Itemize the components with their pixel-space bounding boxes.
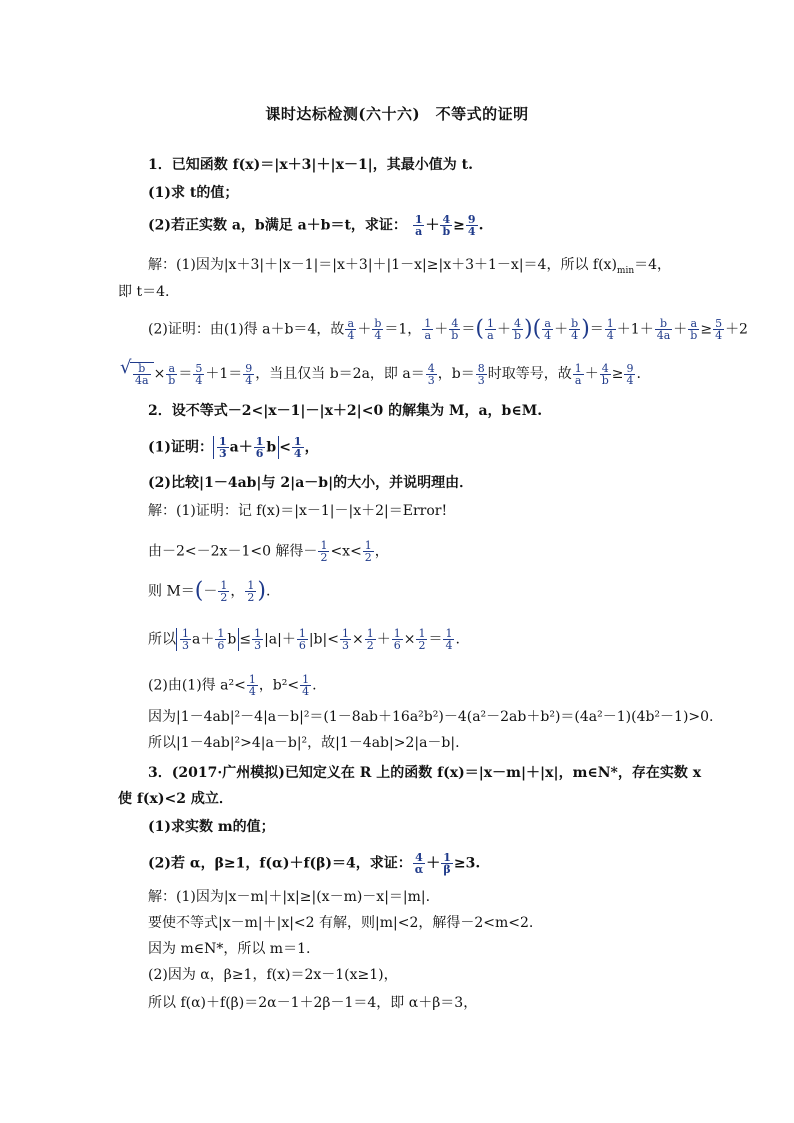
fraction: [422, 318, 433, 341]
math-text: 1: [486, 317, 494, 330]
math-text: 所以: [148, 631, 176, 648]
math-text: b: [601, 373, 609, 387]
q3-stem2: 使 f(x)<2 成立．: [118, 791, 233, 807]
math-text: ≥: [611, 366, 624, 382]
q2-sol7: 所以|1－4ab|²>4|a－b|²，故|1－4ab|>2|a－b|.: [148, 735, 460, 751]
math-text: 4: [467, 225, 476, 238]
fraction: [416, 628, 427, 651]
math-text: 1: [220, 579, 228, 592]
math-text: 1: [182, 627, 189, 640]
math-text: ＝: [178, 366, 193, 382]
math-text: .: [265, 583, 271, 600]
math-text: 1: [414, 213, 423, 226]
math-text: 4: [449, 318, 460, 330]
fraction: [254, 436, 266, 459]
math-text: 1: [445, 627, 453, 640]
q2-stem: 2．设不等式－2<|x－1|－|x＋2|<0 的解集为 M，a，b∈M.: [148, 403, 543, 419]
math-text: 9: [467, 213, 476, 226]
fraction: [345, 318, 356, 341]
fraction: [297, 628, 308, 651]
math-text: 1: [606, 317, 614, 330]
fraction: [365, 628, 376, 651]
fraction: [372, 318, 383, 341]
math-text: ＋: [425, 217, 440, 234]
math-text: min: [616, 265, 635, 276]
math-text: .: [636, 366, 641, 382]
math-text: √ b: [133, 363, 151, 375]
math-text: 2: [418, 639, 426, 652]
math-text: ＋: [554, 321, 569, 338]
math-text: ，b＝: [437, 366, 475, 382]
fraction: [318, 540, 329, 563]
fraction: [655, 318, 673, 341]
fraction: [252, 628, 263, 651]
math-text: 4: [293, 447, 302, 460]
fraction: [247, 674, 258, 697]
math-text: 1: [366, 627, 374, 640]
math-text: (2)若 α，β≥1，f(α)＋f(β)＝4，求证：: [148, 855, 412, 872]
math-text: 3: [254, 639, 262, 652]
math-text: ＋: [496, 321, 511, 338]
fraction: [713, 318, 724, 341]
fraction: [340, 628, 351, 651]
math-text: ＋1＝: [205, 366, 243, 382]
fraction: [215, 628, 226, 651]
frac: [440, 214, 452, 237]
math-text: 8: [477, 361, 485, 375]
math-text: 5: [195, 361, 203, 375]
math-text: 9: [626, 361, 634, 375]
parenthesis: (: [475, 316, 484, 342]
q1-stem: 1．已知函数 f(x)＝|x＋3|＋|x－1|，其最小值为 t.: [148, 157, 473, 173]
q3-sol2: 要使不等式|x－m|＋|x|<2 有解，则|m|<2，解得－2<m<2.: [148, 915, 534, 931]
math-text: 3: [182, 639, 189, 652]
math-text: ＋1＋: [616, 321, 654, 338]
math-text: ＝4，: [634, 257, 672, 273]
math-text: 1: [320, 539, 328, 552]
math-text: ＝1，: [384, 321, 422, 338]
q1-sol1: [148, 256, 671, 280]
math-text: (1)证明：: [148, 439, 213, 456]
q2-sol5: [148, 674, 317, 697]
fraction: [133, 363, 151, 386]
math-text: .: [455, 631, 460, 648]
math-text: －: [203, 583, 218, 600]
frac: [466, 214, 478, 237]
math-text: 6: [393, 639, 401, 652]
math-text: 4: [195, 373, 203, 387]
q1-part1: (1)求 t的值；: [148, 185, 239, 201]
fraction: [363, 540, 374, 563]
math-text: 2: [247, 591, 255, 604]
q3-part1: (1)求实数 m的值；: [148, 819, 275, 835]
page-title: 课时达标检测(六十六) 不等式的证明: [265, 105, 529, 123]
math-text: 4: [427, 361, 435, 375]
math-text: a: [574, 373, 582, 387]
math-text: |b|<: [308, 631, 339, 648]
math-text: 4a: [135, 374, 149, 387]
math-text: <: [279, 439, 291, 456]
fraction: [624, 363, 635, 386]
math-text: 3: [427, 373, 435, 387]
math-text: ＋: [584, 366, 599, 382]
math-text: ≥3.: [453, 855, 481, 872]
math-text: 1: [217, 627, 225, 640]
math-text: 4: [715, 329, 723, 342]
math-text: ，: [304, 439, 319, 456]
q2-part2: (2)比较|1－4ab|与 2|a－b|的大小，并说明理由．: [148, 475, 474, 491]
math-text: 3: [341, 639, 349, 652]
math-text: 4: [606, 329, 614, 342]
math-text: 9: [245, 361, 253, 375]
math-text: (2)由(1)得 a²<: [148, 677, 246, 694]
q1-sol2-line2: [130, 362, 641, 386]
math-text: ＝: [589, 321, 604, 338]
math-text: .: [478, 217, 484, 234]
math-text: 1: [364, 539, 372, 552]
math-text: ＋: [200, 631, 215, 648]
math-text: b: [451, 329, 459, 342]
math-text: b: [442, 225, 451, 238]
fraction: [569, 318, 580, 341]
math-text: 3: [477, 373, 485, 387]
math-text: b: [571, 317, 579, 330]
math-text: a: [688, 318, 699, 330]
q2-sol4: [148, 628, 460, 651]
math-text: α: [414, 863, 424, 876]
math-text: 4: [302, 685, 310, 698]
fraction: [512, 318, 523, 341]
q2-sol6: 因为|1－4ab|²－4|a－b|²＝(1－8ab＋16a²b²)－4(a²－2ab＋b²)＝(4a²－1)(4b²－1)>0.: [148, 709, 714, 725]
parenthesis: )(: [523, 316, 542, 342]
math-text: 由－2<－2x－1<0 解得－: [148, 543, 318, 560]
math-text: 4a: [656, 329, 671, 342]
math-text: <x<: [330, 543, 362, 560]
fraction: [476, 363, 487, 386]
math-text: 1: [248, 673, 256, 686]
math-text: 4: [626, 373, 634, 387]
math-text: (2)证明：由(1)得 a＋b＝4，故: [148, 321, 345, 338]
math-text: b: [513, 329, 521, 342]
math-text: 1: [247, 579, 255, 592]
fraction: [413, 852, 425, 875]
q1-sol2: [148, 318, 748, 341]
fraction: [443, 628, 454, 651]
math-text: 4: [445, 639, 453, 652]
math-text: ＋: [434, 321, 449, 338]
fraction: [392, 628, 403, 651]
fraction: [217, 436, 229, 459]
math-text: 1: [341, 627, 349, 640]
math-text: 2: [320, 551, 328, 564]
fraction: [245, 580, 256, 603]
fraction: [300, 674, 311, 697]
math-text: 4: [245, 373, 253, 387]
math-text: 则 M＝: [148, 583, 195, 600]
q3-stem: 3．(2017·广州模拟)已知定义在 R 上的函数 f(x)＝|x－m|＋|x|，m∈N*，存在实数 x: [148, 765, 702, 781]
q2-sol3: [148, 580, 270, 603]
math-text: 4: [512, 318, 523, 330]
q3-sol3: 因为 m∈N*，所以 m＝1.: [148, 941, 311, 957]
fraction: [441, 852, 453, 875]
math-text: 1: [219, 435, 227, 448]
math-text: |a|＋: [264, 631, 296, 648]
math-text: 2: [366, 639, 374, 652]
math-text: ＋2: [725, 321, 748, 338]
q2-sol2: [148, 540, 389, 563]
math-text: 1: [298, 627, 306, 640]
math-text: 4: [347, 329, 355, 342]
math-text: 4: [440, 214, 452, 226]
math-text: 1: [574, 361, 582, 375]
fraction: [243, 363, 254, 386]
q2-sol1: 解：(1)证明：记 f(x)＝|x－1|－|x＋2|＝Error!: [148, 503, 448, 519]
math-text: ＋: [238, 439, 253, 456]
math-text: ，当且仅当 b＝2a，即 a＝: [255, 366, 425, 382]
fraction: [426, 363, 437, 386]
math-text: a: [542, 318, 553, 330]
math-text: a: [345, 318, 356, 330]
fraction: [600, 363, 611, 386]
fraction: [193, 363, 204, 386]
math-text: 1: [418, 627, 426, 640]
math-text: ＋: [376, 631, 391, 648]
math-text: b: [655, 318, 673, 330]
math-text: ≥: [700, 321, 713, 338]
math-text: a: [415, 225, 423, 238]
math-text: 4: [544, 329, 552, 342]
math-text: 3: [219, 447, 227, 460]
q1-sol1b: 即 t＝4.: [118, 284, 170, 300]
math-text: b: [168, 373, 176, 387]
math-text: ＋: [357, 321, 372, 338]
math-text: 6: [217, 639, 225, 652]
math-text: 4: [600, 363, 611, 375]
math-text: ×: [403, 631, 416, 648]
q3-sol4: (2)因为 α，β≥1，f(x)＝2x－1(x≥1)，: [148, 967, 398, 983]
square-root: [130, 362, 154, 386]
math-text: ＝: [461, 321, 476, 338]
math-text: 6: [255, 447, 264, 460]
fraction: [449, 318, 460, 341]
math-text: ≥: [453, 217, 465, 234]
fraction: [485, 318, 496, 341]
frac: [413, 214, 425, 237]
fraction: [688, 318, 699, 341]
math-text: b: [690, 329, 698, 342]
fraction: [542, 318, 553, 341]
fraction: [180, 628, 191, 651]
math-text: 5: [715, 317, 723, 330]
math-text: ，: [230, 583, 245, 600]
absolute-value: $\frac{1}{3}$ a＋ $\frac{1}{6}$ b: [176, 628, 239, 651]
math-text: 1: [443, 851, 451, 864]
fraction: [605, 318, 616, 341]
math-text: ≤: [239, 631, 252, 648]
math-text: 4: [571, 329, 579, 342]
math-text: ×: [153, 366, 166, 382]
fraction: [292, 436, 304, 459]
math-text: 4: [248, 685, 256, 698]
fraction: [218, 580, 229, 603]
math-text: ，: [374, 543, 389, 560]
math-text: ×: [351, 631, 364, 648]
math-text: β: [443, 863, 451, 876]
math-text: .: [312, 677, 317, 694]
math-text: 解：(1)因为|x＋3|＋|x－1|＝|x＋3|＋|1－x|≥|x＋3＋1－x|＝4，所以 f(x): [148, 257, 617, 273]
math-text: ＝: [428, 631, 443, 648]
parenthesis: (: [194, 578, 204, 604]
math-text: b: [374, 317, 382, 330]
math-text: a: [166, 363, 177, 375]
math-text: 1: [424, 317, 432, 330]
absolute-value: $\frac{1}{3}$ a＋ $\frac{1}{6}$ b: [213, 436, 279, 459]
q2-part1: [148, 436, 319, 459]
q3-sol5: 所以 f(α)＋f(β)＝2α－1＋2β－1＝4，即 α＋β＝3，: [148, 995, 478, 1011]
fraction: [166, 363, 177, 386]
parenthesis: ): [581, 316, 590, 342]
math-text: 6: [298, 639, 306, 652]
parenthesis: ): [257, 578, 266, 604]
math-text: ，b²<: [258, 677, 300, 694]
math-text: 4: [374, 329, 382, 342]
math-text: ＋: [426, 855, 441, 872]
q3-part2: [148, 852, 480, 875]
math-text: a: [487, 329, 494, 342]
math-text: 1: [254, 627, 262, 640]
math-text: 1: [393, 627, 401, 640]
math-text: ＋: [673, 321, 688, 338]
math-text: 1: [255, 435, 264, 448]
q3-sol1: 解：(1)因为|x－m|＋|x|≥|(x－m)－x|＝|m|.: [148, 889, 431, 905]
math-text: 2: [364, 551, 372, 564]
math-text: 时取等号，故: [487, 366, 572, 382]
math-text: 4: [413, 852, 425, 864]
fraction: [573, 363, 584, 386]
math-text: 1: [302, 673, 310, 686]
math-text: 1: [293, 435, 302, 448]
math-text: a: [424, 329, 432, 342]
math-text: (2)若正实数 a，b满足 a＋b＝t，求证：: [148, 217, 407, 234]
math-text: 2: [220, 591, 228, 604]
q1-part2: [148, 214, 483, 237]
